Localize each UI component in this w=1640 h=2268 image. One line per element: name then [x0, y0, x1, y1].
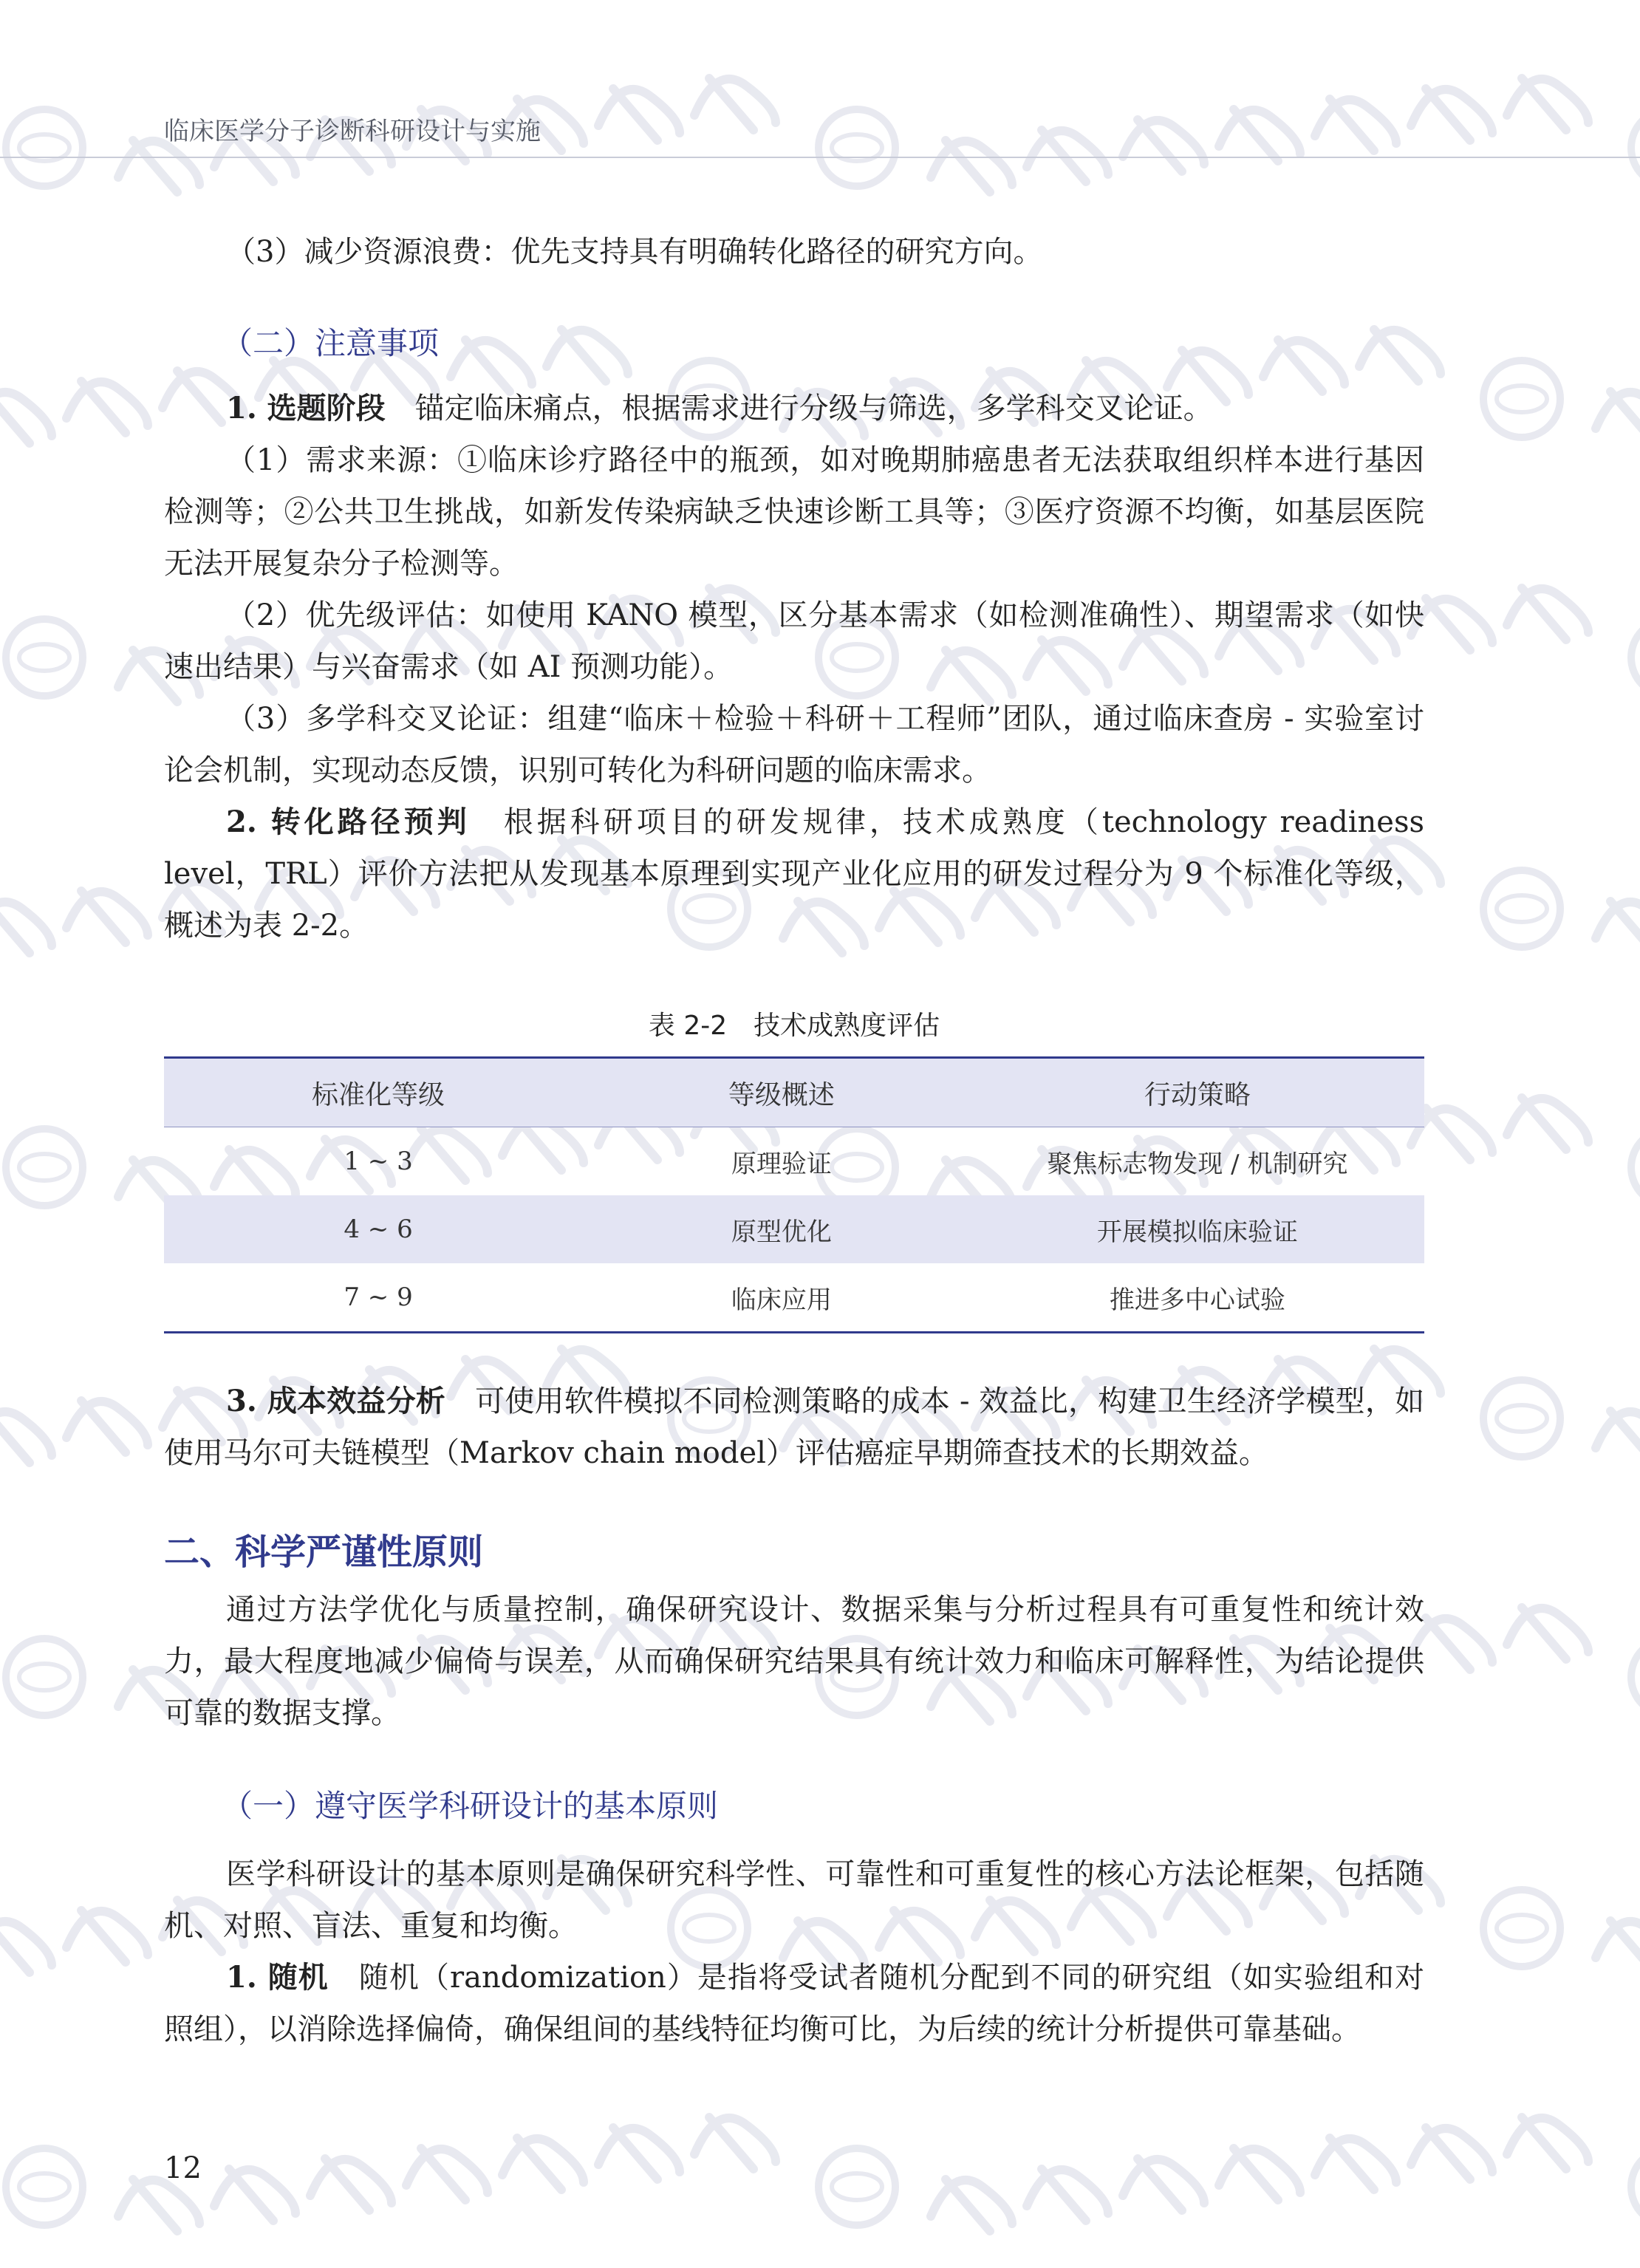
- page-number: 12: [164, 2151, 202, 2185]
- topic-text: 锚定临床痛点，根据需求进行分级与筛选，多学科交叉论证。: [385, 392, 1213, 426]
- running-title: 临床医学分子诊断科研设计与实施: [164, 117, 541, 146]
- paragraph-reduce-waste: （3）减少资源浪费：优先支持具有明确转化路径的研究方向。: [226, 235, 1043, 269]
- table-cell-level: 1 ~ 3: [344, 1147, 413, 1176]
- transform-lead: 2. 转化路径预判: [226, 805, 471, 839]
- cost-lead: 3. 成本效益分析: [226, 1384, 445, 1418]
- watermark-mark: [1483, 329, 1640, 443]
- table-cell-level: 4 ~ 6: [344, 1215, 413, 1244]
- watermark-mark: [1631, 2117, 1640, 2231]
- paragraph-transform-path: [164, 796, 1424, 952]
- paragraph-need-source: （1）需求来源：①临床诊疗路径中的瓶颈，如对晚期肺癌患者无法获取组织样本进行基因检测等；②公共卫生挑战，如新发传染病缺乏快速诊断工具等；③医疗资源不均衡，如基层医院无法开展复杂分子检测等。: [164, 443, 1424, 581]
- paragraph-rigor: 通过方法学优化与质量控制，确保研究设计、数据采集与分析过程具有可重复性和统计效力，最大程度地减少偏倚与误差，从而确保研究结果具有统计效力和临床可解释性，为结论提供可靠的数据支撑。: [164, 1593, 1424, 1730]
- table-header-summary: 等级概述: [592, 1058, 971, 1127]
- section-heading-rigor: 二、科学严谨性原则: [164, 1531, 484, 1573]
- watermark-mark: [1483, 1859, 1640, 1972]
- random-text: 随机（randomization）是指将受试者随机分配到不同的研究组（如实验组和对照组），以消除选择偏倚，确保组间的基线特征均衡可比，为后续的统计分析提供可靠基础。: [164, 1961, 1424, 2046]
- header-divider: [0, 157, 1640, 158]
- table-cell-summary: 原型优化: [731, 1217, 832, 1247]
- paragraph-multidisciplinary: （3）多学科交叉论证：组建“临床＋检验＋科研＋工程师”团队，通过临床查房 - 实验室讨论会机制，实现动态反馈，识别可转化为科研问题的临床需求。: [164, 702, 1424, 788]
- trl-table: [164, 1056, 1424, 1333]
- table-header-row: [164, 1058, 1424, 1127]
- table-header-strategy: 行动策略: [971, 1058, 1424, 1127]
- paragraph-basic-principles: 医学科研设计的基本原则是确保研究科学性、可靠性和可重复性的核心方法论框架，包括随机、对照、盲法、重复和均衡。: [164, 1857, 1424, 1943]
- table-cell-strategy: 聚焦标志物发现 / 机制研究: [1047, 1149, 1348, 1179]
- subheading-notes: （二）注意事项: [222, 325, 440, 361]
- paragraph-randomization: [164, 1952, 1424, 2055]
- table-row: [164, 1195, 1424, 1263]
- paragraph-topic-selection: [164, 383, 1424, 434]
- table-cell-strategy: 开展模拟临床验证: [1096, 1217, 1298, 1247]
- watermark-mark: [1631, 1608, 1640, 1721]
- random-lead: 1. 随机: [226, 1960, 329, 1995]
- topic-lead: 1. 选题阶段: [226, 391, 386, 426]
- watermark-mark: [819, 2117, 1588, 2231]
- table-cell-strategy: 推进多中心试验: [971, 1263, 1424, 1333]
- paragraph-cost-benefit: [164, 1376, 1424, 1479]
- table-row: [164, 1263, 1424, 1333]
- table-caption: 表 2-2 技术成熟度评估: [648, 1011, 940, 1041]
- watermark-mark: [1483, 1349, 1640, 1463]
- subheading-basic-principles: （一）遵守医学科研设计的基本原则: [222, 1788, 719, 1824]
- watermark-mark: [1631, 1098, 1640, 1212]
- table-cell-summary: 临床应用: [592, 1263, 971, 1333]
- transform-text: 根据科研项目的研发规律，技术成熟度（technology readiness level，TRL）评价方法把从发现基本原理到实现产业化应用的研发过程分为 9 个标准化等级，概述为表 2-2。: [164, 805, 1424, 943]
- table-row: [164, 1127, 1424, 1196]
- table-cell-level: 7 ~ 9: [164, 1263, 592, 1333]
- watermark-mark: [819, 78, 1588, 192]
- cost-text: 可使用软件模拟不同检测策略的成本 - 效益比，构建卫生经济学模型，如使用马尔可夫链模型（Markov chain model）评估癌症早期筛查技术的长期效益。: [164, 1384, 1425, 1470]
- watermark-mark: [1631, 588, 1640, 702]
- paragraph-priority: （2）优先级评估：如使用 KANO 模型，区分基本需求（如检测准确性）、期望需求（如快速出结果）与兴奋需求（如 AI 预测功能）。: [164, 598, 1424, 684]
- watermark-mark: [1631, 78, 1640, 192]
- watermark-mark: [6, 2117, 776, 2231]
- watermark-mark: [1483, 839, 1640, 953]
- table-header-level: 标准化等级: [164, 1058, 592, 1127]
- table-cell-summary: 原理验证: [731, 1149, 832, 1179]
